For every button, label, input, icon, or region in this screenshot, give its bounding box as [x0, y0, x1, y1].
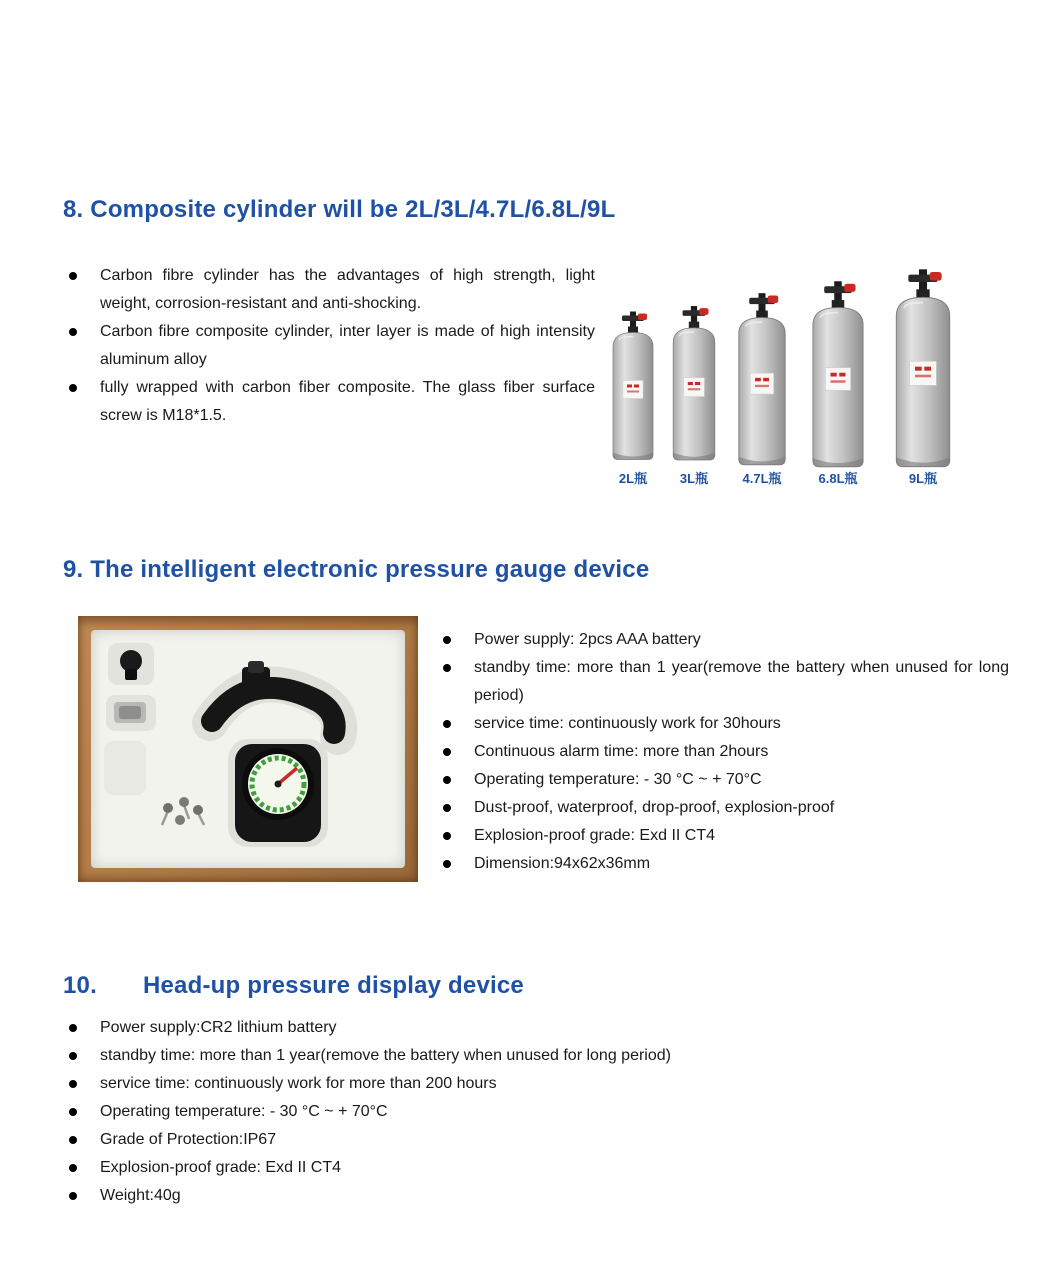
section-8-heading: 8. Composite cylinder will be 2L/3L/4.7L/6.8L/9L: [63, 196, 616, 223]
gauge-kit-photo: [78, 616, 418, 882]
section-10-bullet-list: [63, 1014, 993, 1210]
bullet-item: Dimension:94x62x36mm: [437, 850, 1009, 878]
section-10-heading-number: 10.: [63, 972, 97, 999]
bullet-item: Carbon fibre cylinder has the advantages of high strength, light weight, corrosion-resistant and anti-shocking.: [63, 262, 595, 318]
bullet-item: standby time: more than 1 year(remove the battery when unused for long period): [63, 1042, 993, 1070]
cylinder-label-9l: 9L瓶: [908, 471, 938, 486]
bullet-item: Operating temperature: - 30 °C ~ + 70°C: [437, 766, 1009, 794]
section-10-heading: [63, 972, 524, 1000]
cylinder-2l: [613, 312, 653, 460]
cylinders-illustration: [598, 258, 1002, 468]
cylinder-9l: [896, 269, 949, 466]
gauge-kit-illustration: [92, 631, 404, 867]
section-8-bullet-list: [63, 262, 595, 430]
bullet-item: Operating temperature: - 30 °C ~ + 70°C: [63, 1098, 993, 1126]
section-9-bullet-list: [437, 626, 1009, 878]
composite-cylinders-image: [598, 258, 1002, 486]
cylinder-3l: [673, 306, 715, 460]
bullet-item: Explosion-proof grade: Exd II CT4: [437, 822, 1009, 850]
section-9-heading: 9. The intelligent electronic pressure gauge device: [63, 556, 650, 583]
bullet-item: service time: continuously work for more than 200 hours: [63, 1070, 993, 1098]
bullet-item: Power supply: 2pcs AAA battery: [437, 626, 1009, 654]
bullet-item: service time: continuously work for 30hours: [437, 710, 1009, 738]
bullet-item: Weight:40g: [63, 1182, 993, 1210]
cylinder-label-6-8l: 6.8L瓶: [818, 471, 858, 486]
bullet-item: Power supply:CR2 lithium battery: [63, 1014, 993, 1042]
cylinder-label-4-7l: 4.7L瓶: [742, 471, 782, 486]
bullet-item: standby time: more than 1 year(remove the battery when unused for long period): [437, 654, 1009, 710]
bullet-item: Dust-proof, waterproof, drop-proof, explosion-proof: [437, 794, 1009, 822]
bullet-item: Grade of Protection:IP67: [63, 1126, 993, 1154]
cylinder-label-2l: 2L瓶: [618, 471, 648, 486]
bullet-item: fully wrapped with carbon fiber composite. The glass fiber surface screw is M18*1.5.: [63, 374, 595, 430]
cylinder-4-7l: [739, 293, 785, 465]
section-10-heading-text: Head-up pressure display device: [142, 972, 524, 999]
cylinder-6-8l: [813, 281, 863, 466]
bullet-item: Continuous alarm time: more than 2hours: [437, 738, 1009, 766]
bullet-item: Explosion-proof grade: Exd II CT4: [63, 1154, 993, 1182]
cylinder-label-3l: 3L瓶: [679, 471, 709, 486]
bullet-item: Carbon fibre composite cylinder, inter layer is made of high intensity aluminum alloy: [63, 318, 595, 374]
